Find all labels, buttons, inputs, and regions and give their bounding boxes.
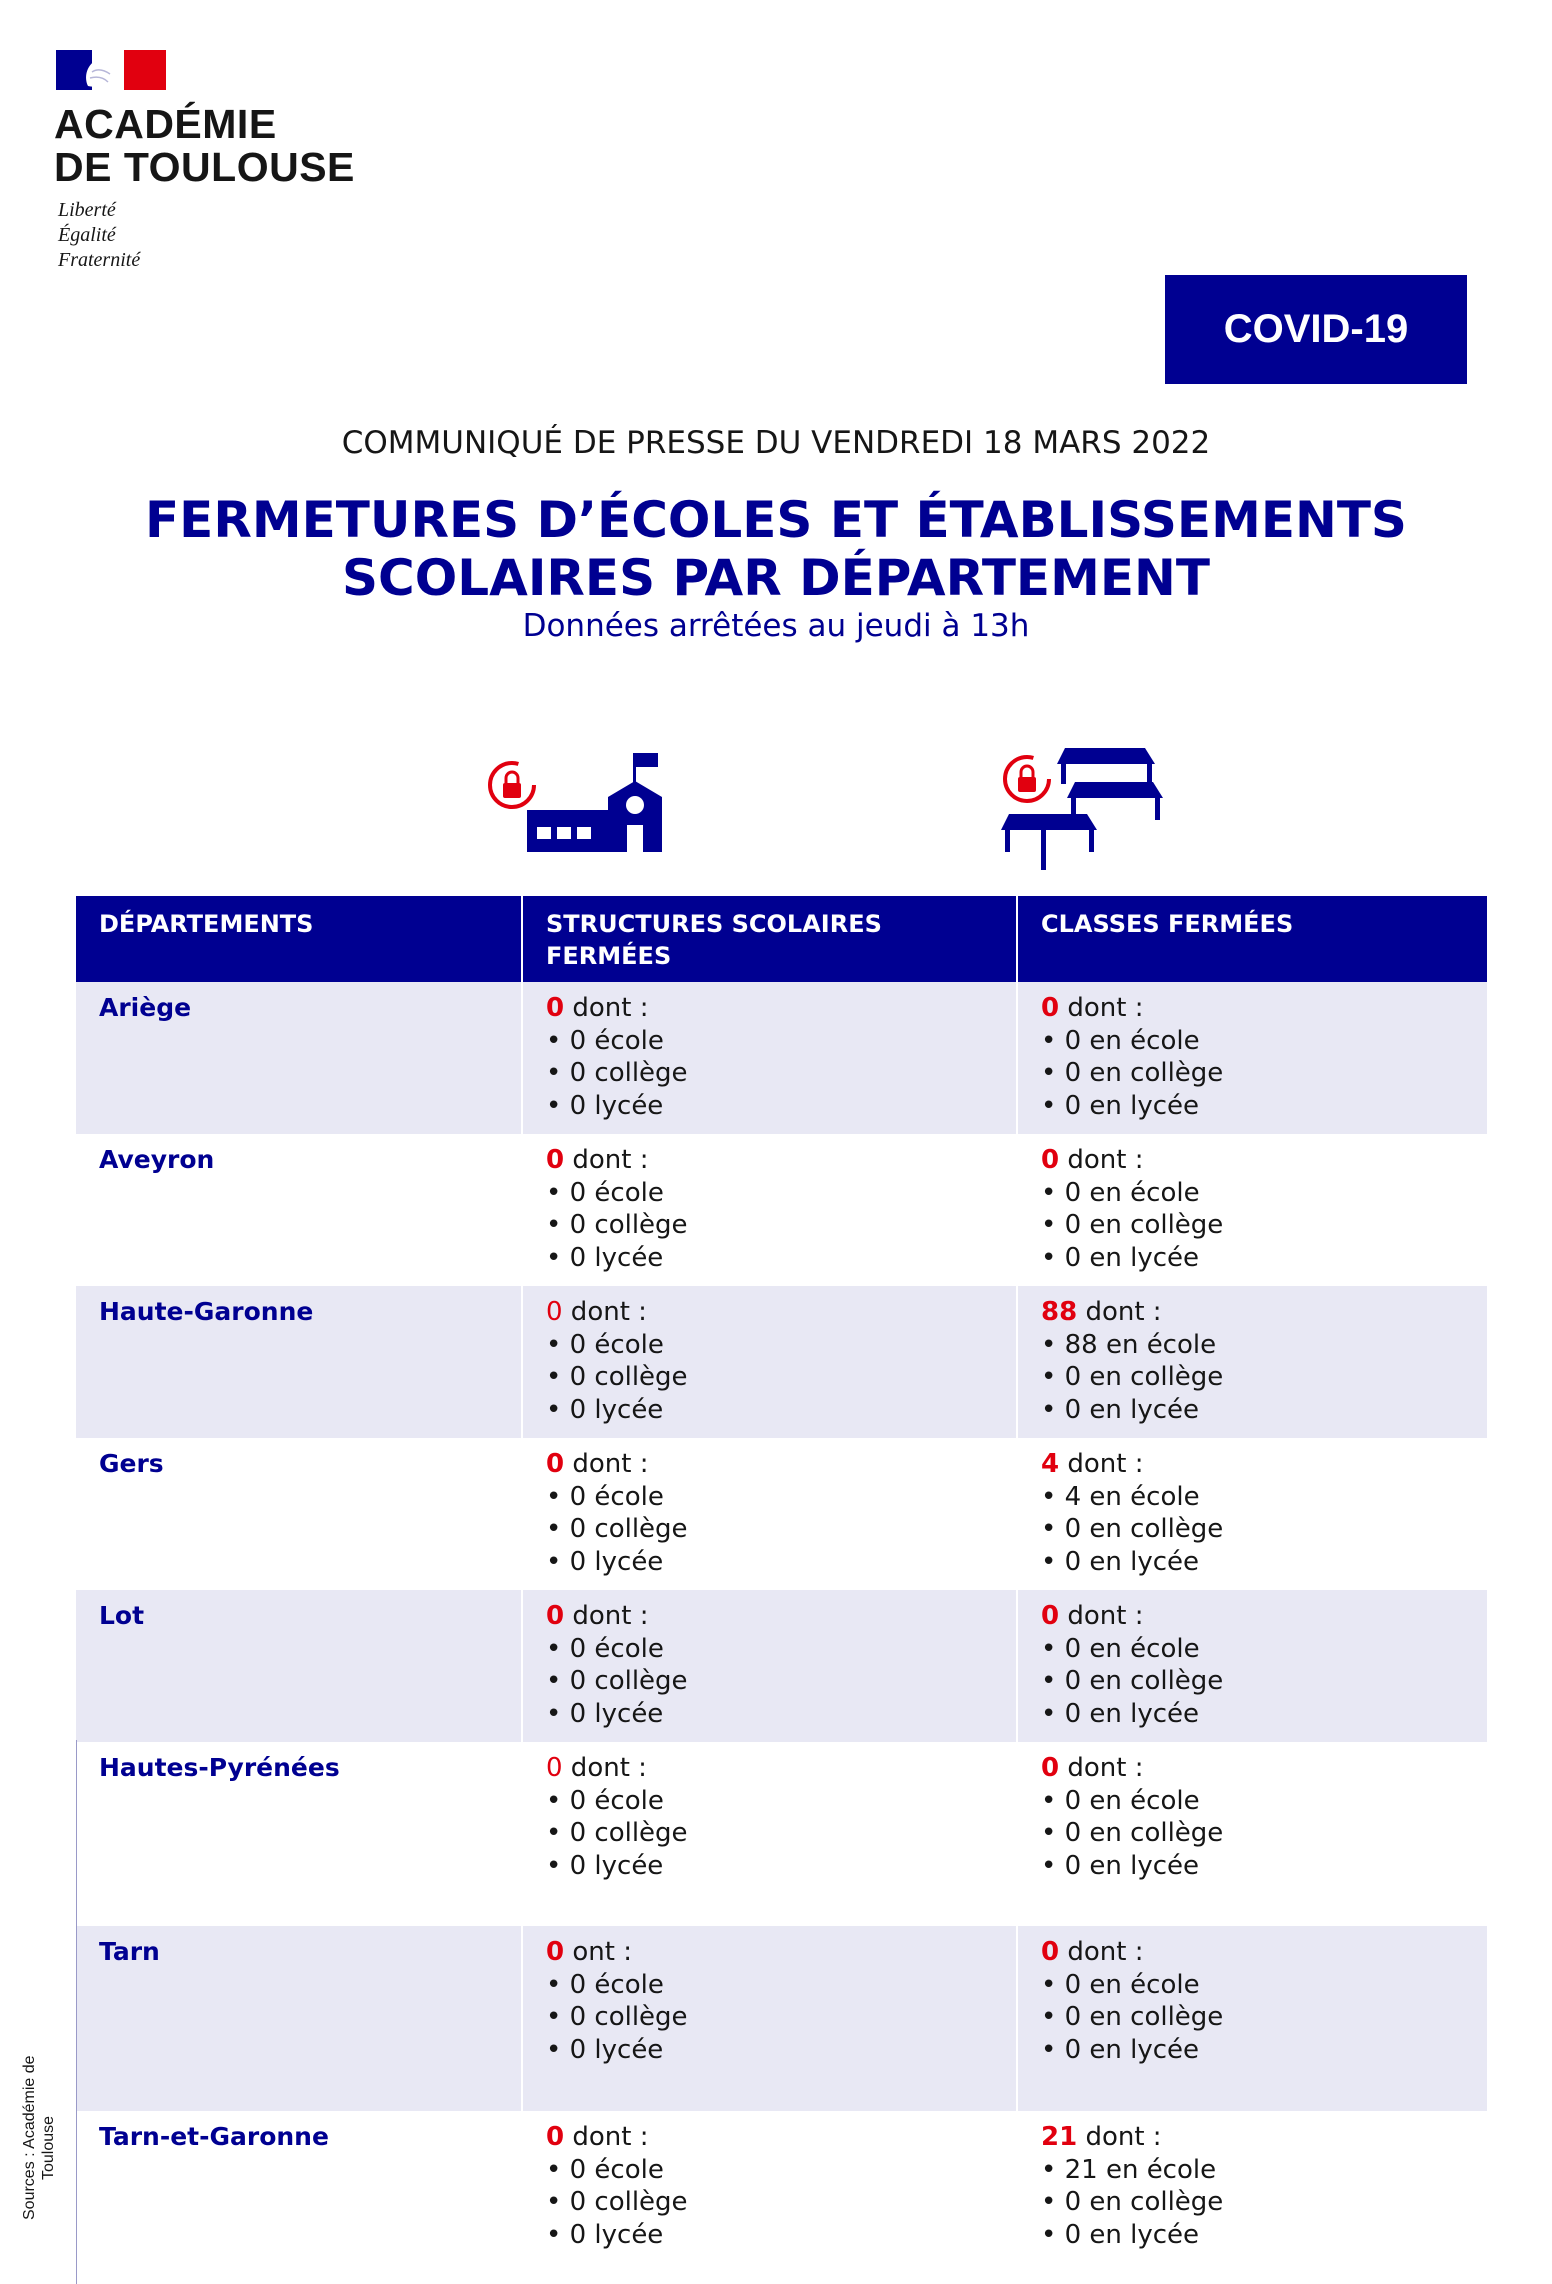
classes-breakdown-item: • 0 en lycée <box>1041 2034 1200 2065</box>
classes-cell <box>1017 1438 1487 1590</box>
structures-total-suffix: dont : <box>562 1297 647 1327</box>
header-structures <box>522 896 1017 982</box>
classes-total: 21 <box>1041 2122 1078 2152</box>
table-row <box>76 1742 1487 1926</box>
classes-cell <box>1017 2111 1487 2284</box>
classes-breakdown-item: • 0 en collège <box>1041 1514 1224 1544</box>
classes-total: 0 <box>1041 1601 1060 1631</box>
motto-liberte: Liberté <box>58 199 116 221</box>
structures-total: 0 <box>546 1145 565 1175</box>
structures-breakdown-item: • 0 école <box>546 1329 664 1360</box>
table-body <box>76 982 1487 2284</box>
classes-breakdown-item: • 0 en collège <box>1041 1210 1224 1240</box>
classes-breakdown-item: • 0 en lycée <box>1041 2219 1200 2250</box>
structures-total: 0 <box>546 1753 563 1783</box>
structures-breakdown-item: • 0 lycée <box>546 1850 664 1881</box>
sources-text <box>20 2055 58 2220</box>
classes-breakdown-item: • 0 en école <box>1041 1969 1200 2000</box>
classes-breakdown-item: • 0 en lycée <box>1041 1698 1200 1729</box>
structures-breakdown-item: • 0 collège <box>546 1666 688 1696</box>
table-row <box>76 1134 1487 1286</box>
department-name: Lot <box>76 1590 522 1742</box>
classes-total: 88 <box>1041 1297 1078 1327</box>
department-name: Ariège <box>76 982 522 1134</box>
page-title <box>0 491 1552 607</box>
classes-cell <box>1017 1590 1487 1742</box>
structures-breakdown-item: • 0 école <box>546 1177 664 1208</box>
title-line-2: SCOLAIRES PAR DÉPARTEMENT <box>342 549 1210 607</box>
structures-total-line <box>546 1296 994 1329</box>
classes-breakdown-item: • 0 en lycée <box>1041 1090 1200 1121</box>
structures-cell <box>522 1438 1017 1590</box>
classes-breakdown-item: • 0 en collège <box>1041 2187 1224 2217</box>
motto-egalite: Égalité <box>58 224 116 246</box>
classes-breakdown-item: • 0 en lycée <box>1041 1394 1200 1425</box>
classes-breakdown-item: • 4 en école <box>1041 1481 1200 1512</box>
department-name: Tarn <box>76 1926 522 2111</box>
structures-total-line <box>546 992 994 1025</box>
classes-total: 0 <box>1041 1145 1060 1175</box>
structures-breakdown-item: • 0 collège <box>546 1818 688 1848</box>
structures-cell <box>522 1590 1017 1742</box>
department-name: Tarn-et-Garonne <box>76 2111 522 2284</box>
structures-cell <box>522 1134 1017 1286</box>
classes-total-line <box>1041 1296 1465 1329</box>
table-row <box>76 2111 1487 2284</box>
structures-total-suffix: dont : <box>564 1145 649 1175</box>
classes-breakdown-item: • 0 en collège <box>1041 1058 1224 1088</box>
department-name: Haute-Garonne <box>76 1286 522 1438</box>
classes-total-suffix: dont : <box>1059 1145 1144 1175</box>
structures-cell <box>522 1926 1017 2111</box>
structures-total-suffix: dont : <box>562 1753 647 1783</box>
structures-total-suffix: dont : <box>564 1449 649 1479</box>
sources-line-1: Sources : Académie de <box>21 2055 38 2220</box>
structures-breakdown-item: • 0 lycée <box>546 2034 664 2065</box>
title-line-1: FERMETURES D’ÉCOLES ET ÉTABLISSEMENTS <box>145 491 1407 549</box>
classes-cell <box>1017 1134 1487 1286</box>
structures-total: 0 <box>546 1297 563 1327</box>
classes-cell <box>1017 982 1487 1134</box>
classes-breakdown-item: • 0 en lycée <box>1041 1546 1200 1577</box>
department-name: Aveyron <box>76 1134 522 1286</box>
classes-total-suffix: dont : <box>1077 1297 1162 1327</box>
structures-total-suffix: dont : <box>564 993 649 1023</box>
structures-cell <box>522 2111 1017 2284</box>
motto-fraternite: Fraternité <box>58 249 141 271</box>
structures-breakdown-item: • 0 collège <box>546 1514 688 1544</box>
classes-total-suffix: dont : <box>1077 2122 1162 2152</box>
classes-breakdown-item: • 0 en collège <box>1041 1818 1224 1848</box>
table-row <box>76 1438 1487 1590</box>
organization-name <box>54 103 355 189</box>
structures-cell <box>522 1742 1017 1926</box>
structures-total-suffix: dont : <box>564 1601 649 1631</box>
classes-total-suffix: dont : <box>1059 1601 1144 1631</box>
classes-breakdown-item: • 0 en collège <box>1041 2002 1224 2032</box>
republic-motto <box>58 198 140 273</box>
structures-breakdown-item: • 0 lycée <box>546 2219 664 2250</box>
locked-school-icon <box>480 745 680 865</box>
classes-total-line <box>1041 1752 1465 1785</box>
classes-total: 0 <box>1041 993 1060 1023</box>
press-release-date: COMMUNIQUÉ DE PRESSE DU VENDREDI 18 MARS 2022 <box>341 425 1211 461</box>
classes-breakdown-item: • 88 en école <box>1041 1329 1217 1360</box>
structures-total-suffix: ont : <box>564 1937 632 1967</box>
org-line-2: DE TOULOUSE <box>54 144 355 190</box>
closures-table <box>76 896 1487 2284</box>
structures-total-line <box>546 1752 994 1785</box>
department-name: Gers <box>76 1438 522 1590</box>
classes-total-suffix: dont : <box>1059 993 1144 1023</box>
structures-total-line <box>546 2121 994 2154</box>
classes-breakdown-item: • 0 en collège <box>1041 1666 1224 1696</box>
classes-breakdown-item: • 0 en lycée <box>1041 1850 1200 1881</box>
structures-total-line <box>546 1448 994 1481</box>
department-name: Hautes-Pyrénées <box>76 1742 522 1926</box>
classes-total: 0 <box>1041 1937 1060 1967</box>
marianne-profile-icon <box>74 52 126 90</box>
structures-breakdown-item: • 0 école <box>546 1025 664 1056</box>
classes-total-line <box>1041 2121 1465 2154</box>
structures-breakdown-item: • 0 lycée <box>546 1242 664 1273</box>
classes-total-line <box>1041 1936 1465 1969</box>
margin-rule <box>76 1740 77 2284</box>
structures-cell <box>522 1286 1017 1438</box>
structures-breakdown-item: • 0 école <box>546 2154 664 2185</box>
classes-breakdown-item: • 0 en école <box>1041 1177 1200 1208</box>
classes-breakdown-item: • 0 en école <box>1041 1025 1200 1056</box>
classes-breakdown-item: • 0 en école <box>1041 1785 1200 1816</box>
org-line-1: ACADÉMIE <box>54 101 277 147</box>
structures-breakdown-item: • 0 école <box>546 1481 664 1512</box>
structures-breakdown-item: • 0 collège <box>546 1210 688 1240</box>
structures-breakdown-item: • 0 lycée <box>546 1394 664 1425</box>
structures-breakdown-item: • 0 collège <box>546 1058 688 1088</box>
header-departements: DÉPARTEMENTS <box>76 896 522 982</box>
structures-total-line <box>546 1936 994 1969</box>
header-classes <box>1017 896 1487 982</box>
classes-total-suffix: dont : <box>1059 1449 1144 1479</box>
structures-breakdown-item: • 0 collège <box>546 2187 688 2217</box>
classes-total-suffix: dont : <box>1059 1753 1144 1783</box>
structures-breakdown-item: • 0 collège <box>546 1362 688 1392</box>
structures-total-suffix: dont : <box>564 2122 649 2152</box>
table-row <box>76 1286 1487 1438</box>
structures-total: 0 <box>546 1449 565 1479</box>
classes-total-line <box>1041 1448 1465 1481</box>
classes-total: 4 <box>1041 1449 1060 1479</box>
classes-total-suffix: dont : <box>1059 1937 1144 1967</box>
table-row <box>76 1590 1487 1742</box>
classes-breakdown-item: • 0 en collège <box>1041 1362 1224 1392</box>
classes-total-line <box>1041 992 1465 1025</box>
classes-cell <box>1017 1926 1487 2111</box>
structures-breakdown-item: • 0 lycée <box>546 1698 664 1729</box>
classes-total-line <box>1041 1600 1465 1633</box>
classes-breakdown-item: • 0 en lycée <box>1041 1242 1200 1273</box>
structures-breakdown-item: • 0 école <box>546 1969 664 2000</box>
table-header-row <box>76 896 1487 982</box>
structures-breakdown-item: • 0 collège <box>546 2002 688 2032</box>
structures-total: 0 <box>546 1601 565 1631</box>
structures-total-line <box>546 1600 994 1633</box>
header-structures-label: STRUCTURES SCOLAIRES FERMÉES <box>546 910 882 970</box>
structures-cell <box>522 982 1017 1134</box>
structures-total: 0 <box>546 1937 565 1967</box>
structures-breakdown-item: • 0 lycée <box>546 1546 664 1577</box>
marianne-logo <box>56 50 166 90</box>
table-row <box>76 1926 1487 2111</box>
header-classes-label: CLASSES FERMÉES <box>1041 910 1294 938</box>
classes-cell <box>1017 1286 1487 1438</box>
structures-breakdown-item: • 0 lycée <box>546 1090 664 1121</box>
classes-cell <box>1017 1742 1487 1926</box>
classes-breakdown-item: • 21 en école <box>1041 2154 1217 2185</box>
sources-line-2: Toulouse <box>40 2115 57 2180</box>
table-row <box>76 982 1487 1134</box>
classes-total-line <box>1041 1144 1465 1177</box>
page-subtitle: Données arrêtées au jeudi à 13h <box>522 608 1030 644</box>
classes-breakdown-item: • 0 en école <box>1041 1633 1200 1664</box>
structures-total-line <box>546 1144 994 1177</box>
sources-note <box>14 2010 57 2220</box>
structures-breakdown-item: • 0 école <box>546 1633 664 1664</box>
locked-classroom-desks-icon <box>995 738 1175 878</box>
covid-badge: COVID-19 <box>1165 275 1467 384</box>
structures-breakdown-item: • 0 école <box>546 1785 664 1816</box>
classes-total: 0 <box>1041 1753 1060 1783</box>
structures-total: 0 <box>546 2122 565 2152</box>
structures-total: 0 <box>546 993 565 1023</box>
